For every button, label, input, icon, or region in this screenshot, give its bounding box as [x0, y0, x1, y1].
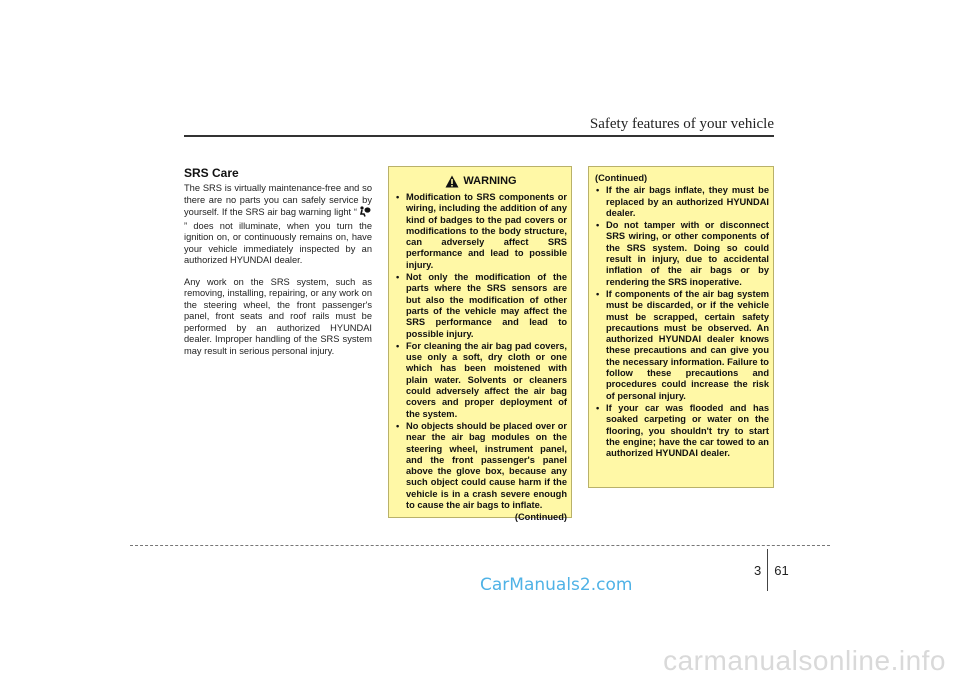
page-divider	[767, 549, 768, 591]
warning-triangle-icon	[445, 175, 459, 188]
srs-care-paragraph-1	[184, 183, 372, 267]
page-number	[754, 549, 789, 591]
list-item: • For cleaning the air bag pad covers, use only a soft, dry cloth or one which has been moistened with plain water. Solvents or cleaners could adversely affect the air bag covers and proper deployment of the system.	[395, 341, 567, 420]
srs-care-section	[184, 166, 372, 367]
list-item: • No objects should be placed over or near the air bag modules on the steering wheel, instrument panel, and the front passenger's panel above the glove box, because any such object could cause harm if the vehicle is in a crash severe enough to cause the air bags to inflate.	[395, 421, 567, 511]
footer-rule	[130, 545, 830, 546]
section-title: SRS Care	[184, 166, 239, 180]
watermark-site: carmanualsonline.info	[663, 645, 946, 676]
list-item: • Do not tamper with or disconnect SRS wiring, or other components of the SRS system. Doing so could result in injury, due to accidental inflation of the air bags or by rendering the SRS inoperative.	[595, 220, 769, 288]
list-item: • If your car was flooded and has soaked carpeting or water on the flooring, you shouldn't try to start the engine; have the car towed to an authorized HYUNDAI dealer.	[595, 403, 769, 459]
list-item: • Not only the modification of the parts where the SRS sensors are but also the modification of other parts of the vehicle may affect the SRS performance and lead to possible injury.	[395, 272, 567, 340]
page-number-value: 61	[774, 562, 789, 578]
list-item: • If the air bags inflate, they must be replaced by an authorized HYUNDAI dealer.	[595, 185, 769, 219]
watermark-carmanuals[interactable]: CarManuals2.com	[480, 575, 633, 595]
list-item: • If components of the air bag system must be discarded, or if the vehicle must be scrapped, certain safety precautions must be observed. An authorized HYUNDAI dealer knows these precautions and can give you the necessary information. Failure to follow these precautions and procedures could increase the risk of personal injury.	[595, 289, 769, 402]
continued-label: (Continued)	[595, 173, 648, 183]
warning-heading: WARNING	[463, 174, 517, 187]
warning-list	[395, 192, 567, 511]
header-rule	[184, 135, 774, 137]
page-header-title: Safety features of your vehicle	[589, 116, 774, 132]
list-item: • Modification to SRS components or wiring, including the addition of any kind of badges to the pad covers or modifications to the body structure, can adversely affect SRS performance and lead to possible injury.	[395, 192, 567, 271]
warning-header	[395, 175, 567, 188]
paragraph-1-text-start: The SRS is virtually maintenance-free and so there are no parts you can safely service by yourself. If the SRS air bag warning light “	[184, 183, 372, 217]
continued-warning-box	[588, 166, 774, 488]
airbag-warning-icon	[358, 206, 371, 221]
continued-list	[595, 185, 769, 459]
paragraph-1-text-end: ” does not illuminate, when you turn the ignition on, or continuously remains on, have your vehicle immediately inspected by an authorized HYUNDAI dealer.	[184, 220, 372, 265]
warning-box	[388, 166, 572, 523]
chapter-number: 3	[754, 562, 762, 578]
warning-continued-label: (Continued)	[514, 512, 567, 523]
srs-care-paragraph-2: Any work on the SRS system, such as removing, installing, repairing, or any work on the steering wheel, the front passenger's panel, front seats and roof rails must be performed by an authorized HYUNDAI dealer. Improper handling of the SRS system may result in serious personal injury.	[184, 276, 372, 356]
